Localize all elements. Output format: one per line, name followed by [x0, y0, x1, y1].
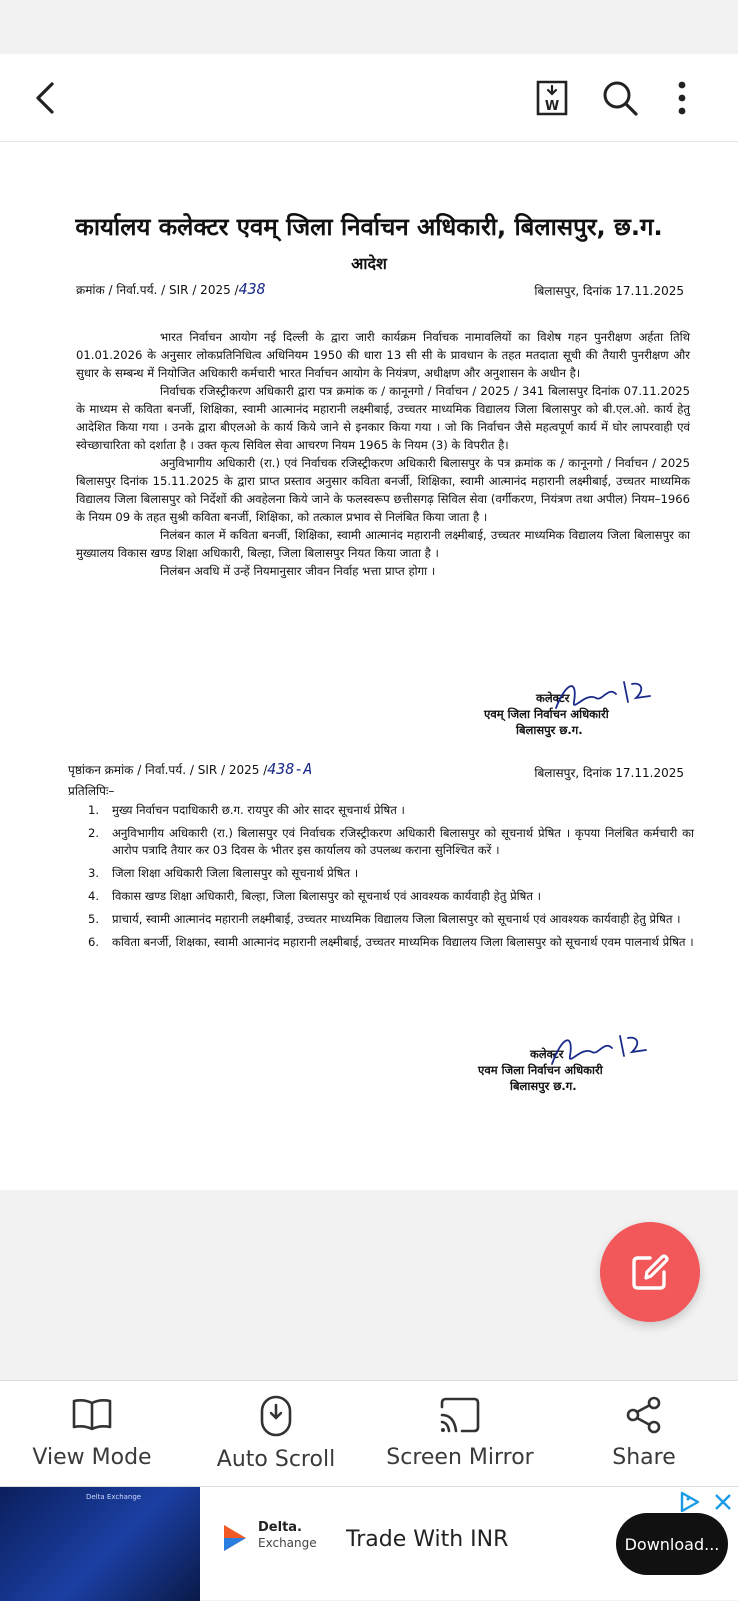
reference-number [76, 280, 266, 298]
copy-label: प्रतिलिपिः– [68, 784, 115, 798]
share-icon [624, 1395, 664, 1435]
list-item: 4. विकास खण्ड शिक्षा अधिकारी, बिल्हा, जिला बिलासपुर को सूचनार्थ एवं आवश्यक कार्यवाही हेतु प्रेषित । [88, 889, 542, 903]
reference-handwritten: 438 [238, 280, 266, 298]
signature-designation: एवम् जिला निर्वाचन अधिकारी [484, 707, 609, 721]
reference-prefix: क्रमांक / निर्वा.पर्य. / SIR / 2025 / [76, 283, 239, 297]
copy-date: बिलासपुर, दिनांक 17.11.2025 [534, 766, 684, 780]
signature-block-2 [478, 1046, 603, 1094]
edit-fab-button[interactable] [600, 1222, 700, 1322]
copy-reference-handwritten: 438-A [267, 760, 313, 778]
screen-mirror-label: Screen Mirror [386, 1445, 534, 1470]
screen-mirror-button[interactable] [368, 1395, 552, 1479]
signature-title: कलेक्टर [536, 691, 570, 705]
paragraph: भारत निर्वाचन आयोग नई दिल्ली के द्वारा जारी कार्यक्रम निर्वाचक नामावलियों का विशेष गहन पुनरीक्षण अर्हता तिथि 01.01.2026 के अनुसार लोकप्रतिनिधित्व अधिनियम 1950 की धारा 13 सी सी के प्रावधान के तहत मतदाता सूची की तैयारी पुनरीक्षण और सुधार के सम्बन्ध में नियोजित अधिकारी कर्मचारी भारत निर्वाचन आयोग के नियंत्रण, अधीक्षण और अनुशासन के अधीन है। [76, 330, 690, 380]
delta-logo-icon [222, 1523, 248, 1553]
paragraph: अनुविभागीय अधिकारी (रा.) एवं निर्वाचक रजिस्ट्रीकरण अधिकारी बिलासपुर के पत्र क्रमांक क / कानूनगो / निर्वाचन / 2025 बिलासपुर दिनांक 15.11.2025 के द्वारा प्राप्त प्रस्ताव अनुसार कविता बनर्जी, शिक्षिका, स्वामी आत्मानंद महारानी लक्ष्मीबाई, उच्चतर माध्यमिक विद्यालय जिला बिलासपुर को निर्देशों की अवहेलना किये जाने के फलस्वरूप छत्तीसगढ़ सिविल सेवा (वर्गीकरण, नियंत्रण तथा अपील) नियम–1966 के नियम 09 के तहत सुश्री कविता बनर्जी, शिक्षिका, को तत्काल प्रभाव से निलंबित किया जाता है । [76, 456, 690, 524]
list-item: 6. कविता बनर्जी, शिक्षका, स्वामी आत्मानंद महारानी लक्ष्मीबाई, उच्चतर माध्यमिक विद्यालय जिला बिलासपुर को सूचनार्थ एवम पालनार्थ प्रेषित । [88, 935, 694, 949]
ad-banner[interactable] [0, 1486, 738, 1600]
share-button[interactable] [552, 1395, 736, 1479]
order-date: बिलासपुर, दिनांक 17.11.2025 [534, 284, 684, 298]
copy-reference-number [68, 760, 312, 778]
word-export-icon[interactable] [532, 78, 572, 118]
auto-scroll-label: Auto Scroll [216, 1447, 336, 1472]
copy-reference-prefix: पृष्ठांकन क्रमांक / निर्वा.पर्य. / SIR / 2025 / [68, 763, 268, 777]
document-page[interactable] [0, 142, 738, 1190]
ad-download-button[interactable]: Download... [616, 1513, 728, 1575]
list-item: 5. प्राचार्य, स्वामी आत्मानंद महारानी लक्ष्मीबाई, उच्चतर माध्यमिक विद्यालय जिला बिलासपुर को सूचनार्थ एवं आवश्यक कार्यवाही हेतु प्रेषित । [88, 912, 681, 926]
edit-icon [626, 1248, 674, 1296]
word-export-label: W [544, 99, 560, 114]
order-body [76, 328, 690, 580]
list-item: 3. जिला शिक्षा अधिकारी जिला बिलासपुर को सूचनार्थ प्रेषित । [88, 866, 359, 880]
ad-image-text: Delta Exchange [86, 1493, 142, 1501]
top-toolbar [0, 54, 738, 142]
cast-icon [438, 1395, 482, 1435]
ad-image[interactable] [0, 1487, 200, 1601]
order-title: आदेश [351, 254, 387, 273]
search-icon[interactable] [598, 76, 642, 120]
ad-brand-sub: Exchange [258, 1536, 317, 1550]
ad-brand-name: Delta. [258, 1520, 302, 1535]
signature-designation: एवम जिला निर्वाचन अधिकारी [478, 1063, 603, 1077]
list-item: 1. मुख्य निर्वाचन पदाधिकारी छ.ग. रायपुर की ओर सादर सूचनार्थ प्रेषित । [88, 803, 405, 817]
copy-list [88, 802, 694, 957]
paragraph: निलंबन काल में कविता बनर्जी, शिक्षिका, स्वामी आत्मानंद महारानी लक्ष्मीबाई, उच्चतर माध्यमिक विद्यालय जिला बिलासपुर का मुख्यालय विकास खण्ड शिक्षा अधिकारी, बिल्हा, जिला बिलासपुर नियत किया जाता है । [76, 528, 690, 560]
status-strip [0, 0, 738, 54]
paragraph: निर्वाचक रजिस्ट्रीकरण अधिकारी द्वारा पत्र क्रमांक क / कानूनगो / निर्वाचन / 2025 / 341 बिलासपुर दिनांक 07.11.2025 के माध्यम से कविता बनर्जी, शिक्षिका, स्वामी आत्मानंद महारानी लक्ष्मीबाई, उच्चतर माध्यमिक विद्यालय जिला बिलासपुर को बी.एल.ओ. कार्य हेतु आदेशित किया गया । उनके द्वारा बीएलओ के कार्य किये जाने से इनकार किया गया । जो कि निर्वाचन जैसे महत्वपूर्ण कार्य में घोर लापरवाही एवं स्वेच्छाचारिता को दर्शाता है । उक्त कृत्य सिविल सेवा आचरण नियम 1965 के नियम (3) के विपरीत है। [76, 384, 690, 452]
adchoices-icon[interactable] [676, 1491, 706, 1513]
view-mode-label: View Mode [32, 1445, 152, 1470]
handwritten-signature [536, 672, 656, 716]
auto-scroll-button[interactable] [184, 1395, 368, 1479]
signature-block-1 [484, 690, 609, 738]
close-icon[interactable] [712, 1491, 734, 1513]
mouse-scroll-icon [258, 1395, 294, 1437]
book-icon [70, 1395, 114, 1435]
chevron-left-icon[interactable] [24, 76, 68, 120]
share-label: Share [612, 1445, 676, 1470]
more-vertical-icon[interactable] [664, 76, 700, 120]
signature-title: कलेक्टर [530, 1047, 564, 1061]
signature-place: बिलासपुर छ.ग. [516, 723, 583, 737]
document-heading: कार्यालय कलेक्टर एवम् जिला निर्वाचन अधिकारी, बिलासपुर, छ.ग. [75, 213, 663, 241]
list-item: 2. अनुविभागीय अधिकारी (रा.) बिलासपुर एवं निर्वाचक रजिस्ट्रीकरण अधिकारी बिलासपुर को सूचनार्थ प्रेषित । कृपया निलंबित कर्मचारी का आरोप पत्रादि तैयार कर 03 दिवस के भीतर इस कार्यालय को उपलब्ध कराना सुनिश्चित करें । [88, 826, 694, 857]
bottom-navigation [0, 1380, 738, 1486]
paragraph: निलंबन अवधि में उन्हें नियमानुसार जीवन निर्वाह भत्ता प्राप्त होगा । [160, 564, 436, 578]
signature-place: बिलासपुर छ.ग. [510, 1079, 577, 1093]
ad-headline[interactable]: Trade With INR [346, 1527, 509, 1552]
handwritten-signature [530, 1026, 650, 1070]
view-mode-button[interactable] [0, 1395, 184, 1479]
